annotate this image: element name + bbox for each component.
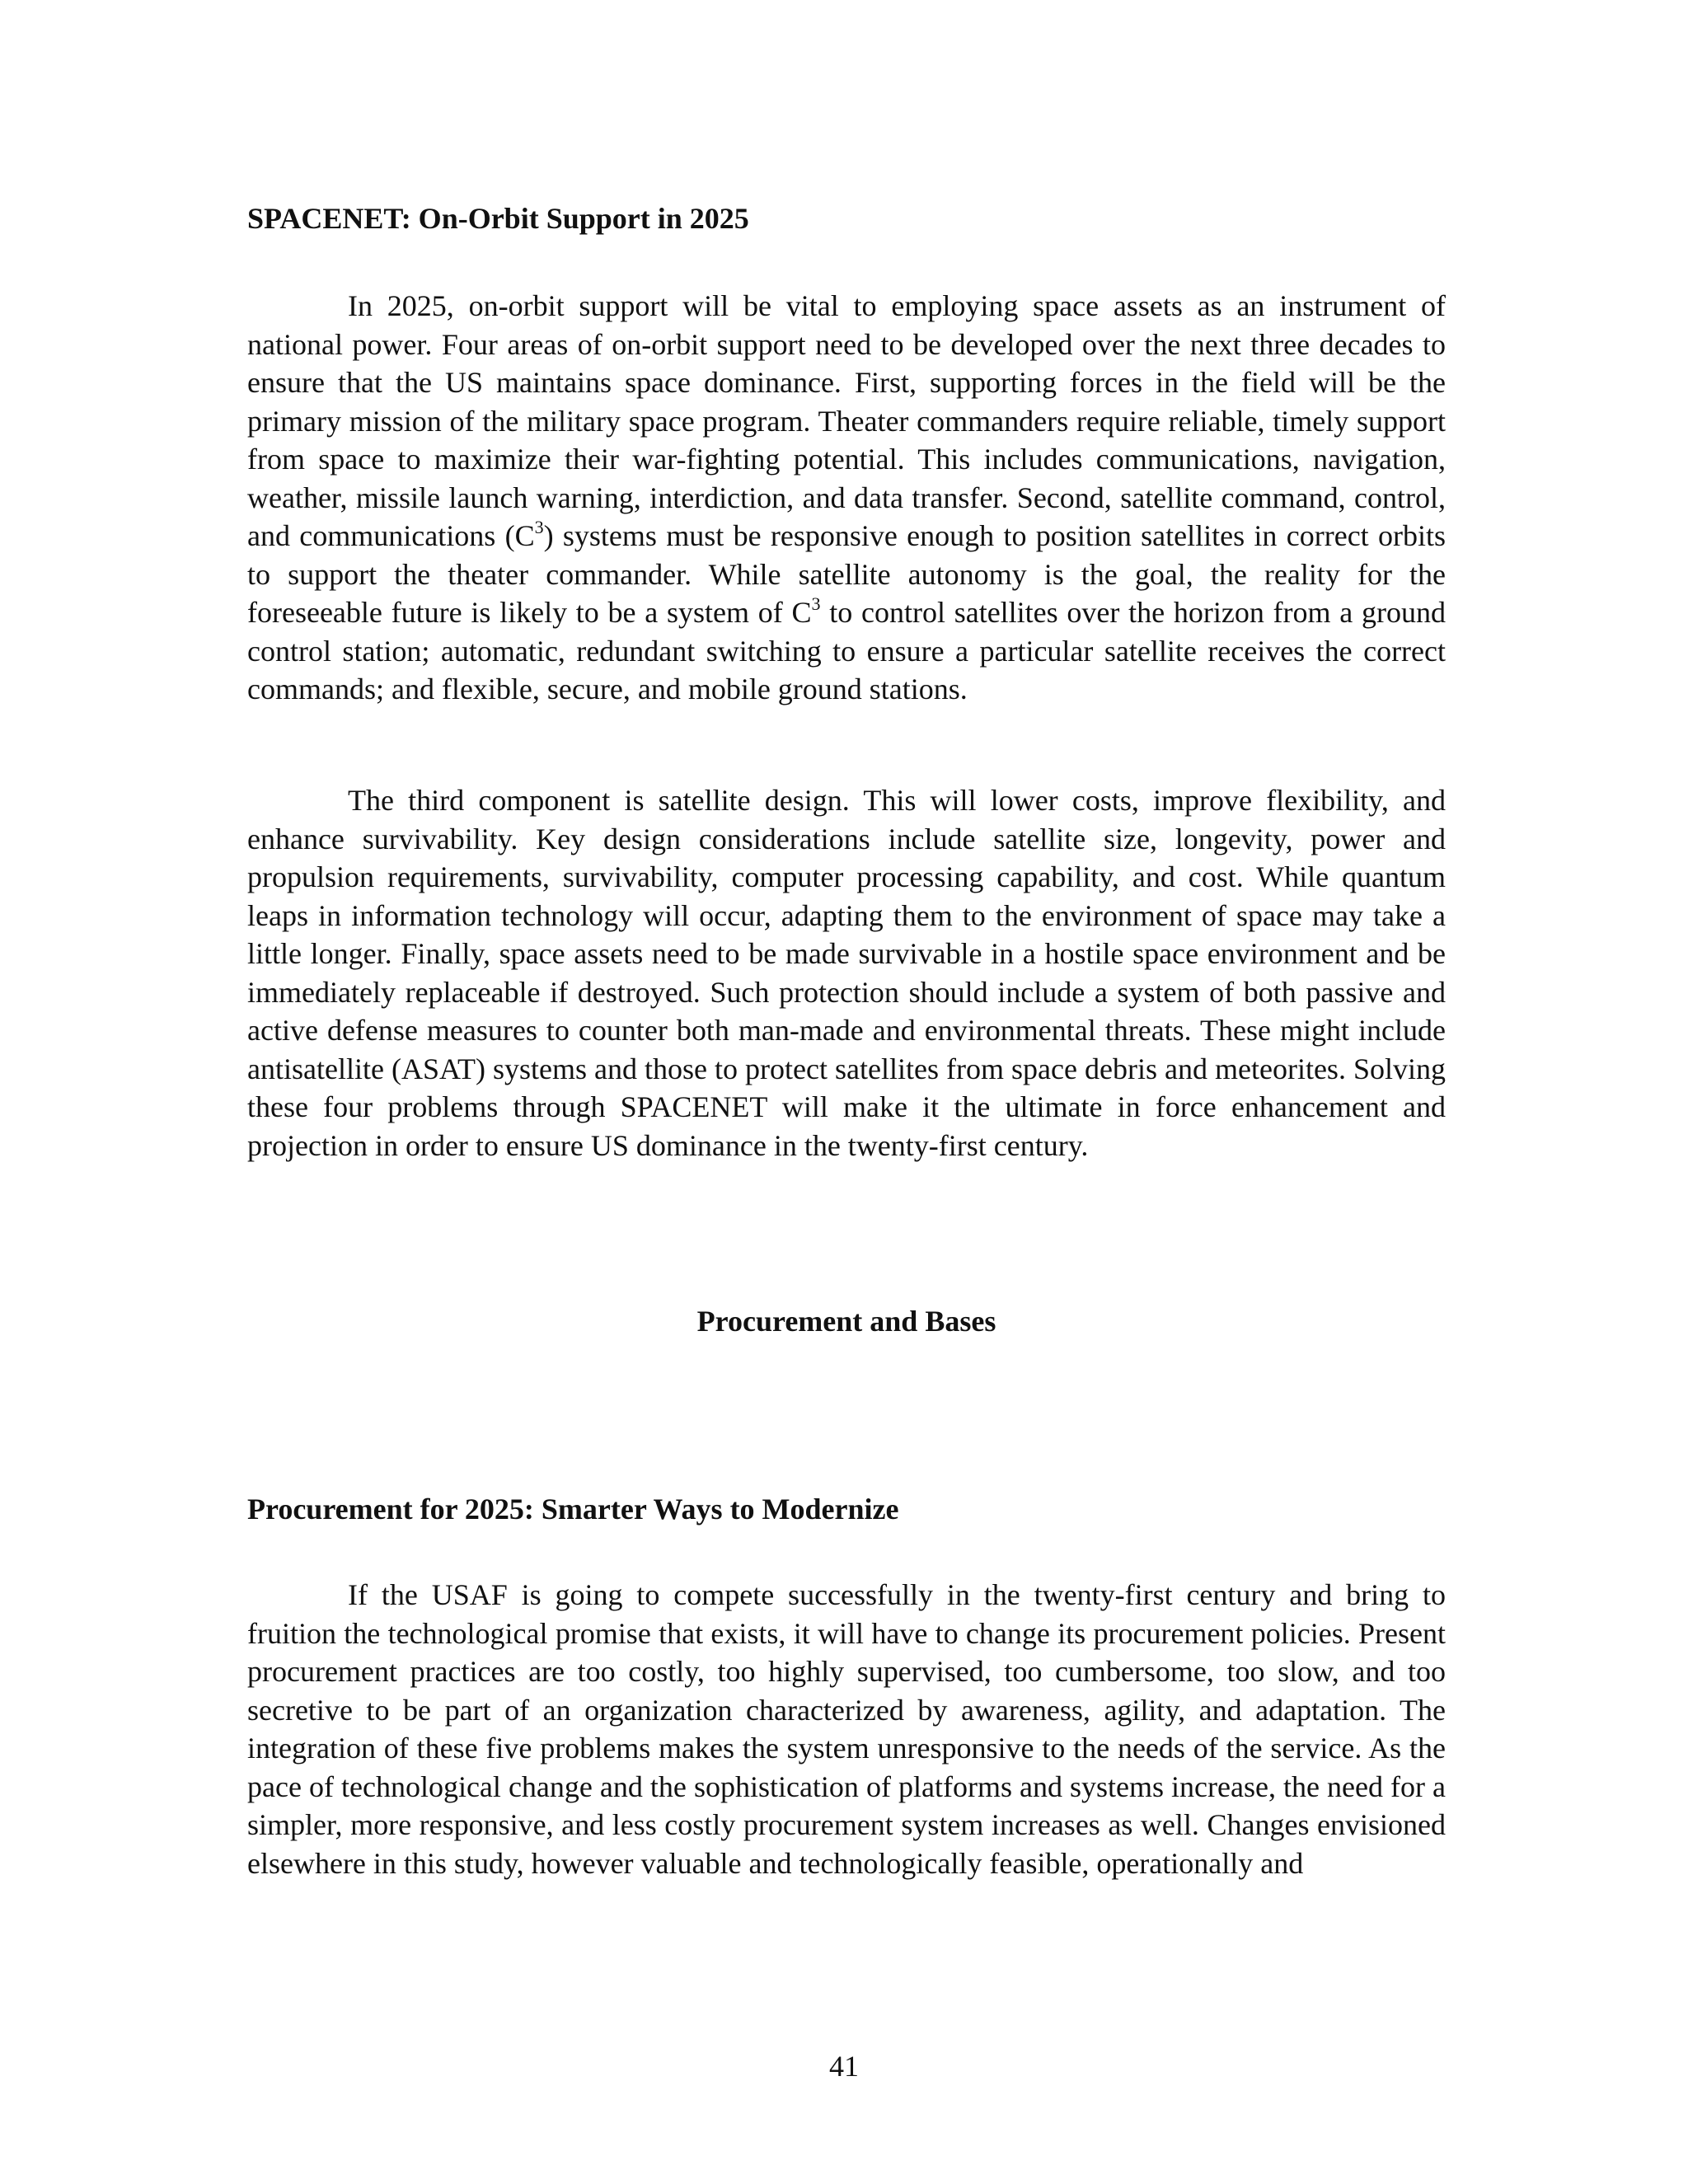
page-number: 41 [829, 2050, 859, 2083]
paragraph-text: In 2025, on-orbit support will be vital to employing space assets as an instrument of national power. Four areas of on-orbit support need to be developed over the next three decades to ensure that the US maintains space dominance. First, supporting forces in the field will be the primary mission of the military space program. Theater commanders require reliable, timely support from space to maximize their war-fighting potential. This includes communications, navigation, weather, missile launch warning, interdiction, and data transfer. Second, satellite command, control, and communications (C [247, 289, 1446, 552]
paragraph-text: to control satellites over the horizon from a ground control station; automatic, redundant switching to ensure a particular satellite receives the correct commands; and flexible, secure, and mobile ground stations. [247, 596, 1446, 705]
section-title-procurement-and-bases: Procurement and Bases [696, 1305, 996, 1338]
section-heading-procurement-2025: Procurement for 2025: Smarter Ways to Modernize [247, 1493, 899, 1526]
superscript-3: 3 [811, 593, 821, 614]
paragraph-text: ) systems must be responsive enough to position satellites in correct orbits to support the theater commander. While satellite autonomy is the goal, the reality for the foreseeable future is likely to be a system of C [247, 519, 1447, 629]
paragraph-satellite-design: The third component is satellite design. This will lower costs, improve flexibility, and enhance survivability. Key design considerations include satellite size, longevity, power and propulsion requirements, survivability, computer processing capability, and cost. While quantum leaps in information technology will occur, adapting them to the environment of space may take a little longer. Finally, space assets need to be made survivable in a hostile space environment and be immediately replaceable if destroyed. Such protection should include a system of both passive and active defense measures to counter both man-made and environmental threats. These might include antisatellite (ASAT) systems and those to protect satellites from space debris and meteorites. Solving these four problems through SPACENET will make it the ultimate in force enhancement and projection in order to ensure US dominance in the twenty-first century. [247, 784, 1446, 1162]
paragraph-procurement-intro: If the USAF is going to compete successfully in the twenty-first century and bring to fruition the technological promise that exists, it will have to change its procurement policies. Present procurement practices are too costly, too highly supervised, too cumbersome, too slow, and too secretive to be part of an organization characterized by awareness, agility, and adaptation. The integration of these five problems makes the system unresponsive to the needs of the service. As the pace of technological change and the sophistication of platforms and systems increase, the need for a simpler, more responsive, and less costly procurement system increases as well. Changes envisioned elsewhere in this study, however valuable and technologically feasible, operationally and [247, 1578, 1446, 1880]
section-heading-spacenet: SPACENET: On-Orbit Support in 2025 [247, 202, 749, 235]
superscript-3: 3 [534, 517, 544, 537]
paragraph-spacenet-intro [247, 287, 1446, 709]
